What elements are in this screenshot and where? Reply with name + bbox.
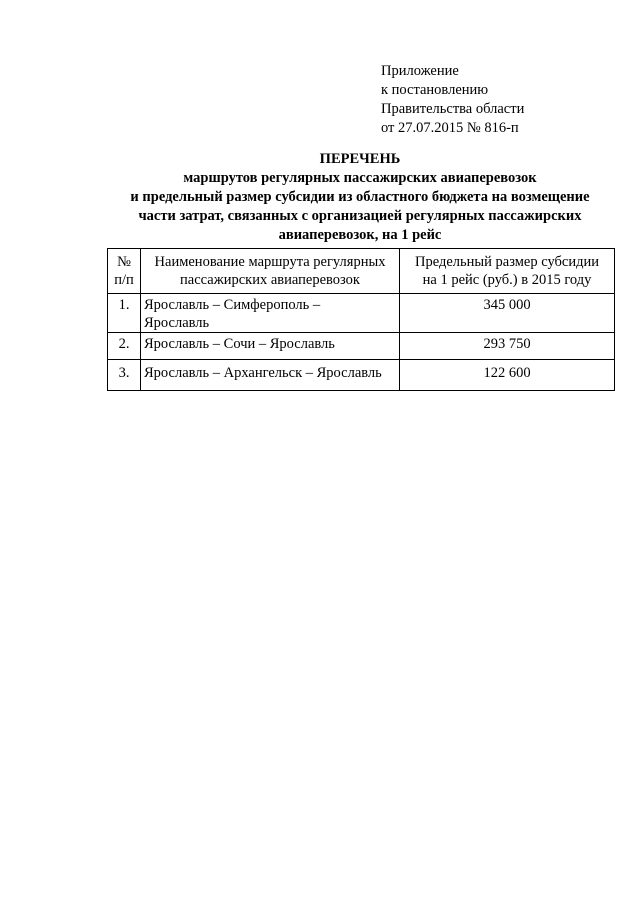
table-row (108, 333, 615, 360)
heading-line: части затрат, связанных с организацией регулярных пассажирских (138, 208, 582, 224)
appendix-block (381, 62, 524, 138)
row-subsidy: 122 600 (400, 360, 615, 391)
table-row (108, 294, 615, 333)
heading-line: маршрутов регулярных пассажирских авиаперевозок (183, 170, 537, 186)
appendix-date-line: от 27.07.2015 № 816-п (381, 120, 519, 136)
appendix-line: к постановлению (381, 82, 489, 98)
heading-title: ПЕРЕЧЕНЬ (319, 151, 401, 167)
row-number: 2. (108, 333, 141, 360)
appendix-line: Правительства области (381, 101, 525, 117)
header-number: № п/п (108, 249, 141, 294)
header-route-name: Наименование маршрута регулярных пассажирских авиаперевозок (141, 249, 400, 294)
header-subsidy: Предельный размер субсидии на 1 рейс (руб.) в 2015 году (400, 249, 615, 294)
row-subsidy: 345 000 (400, 294, 615, 333)
row-route-name: Ярославль – Сочи – Ярославль (141, 333, 400, 360)
heading-line: и предельный размер субсидии из областного бюджета на возмещение (130, 189, 590, 205)
appendix-line: Приложение (381, 63, 459, 79)
heading-line: авиаперевозок, на 1 рейс (278, 227, 442, 243)
row-subsidy: 293 750 (400, 333, 615, 360)
table-row (108, 360, 615, 391)
routes-table (107, 248, 615, 391)
table-header-row (108, 249, 615, 294)
row-number: 3. (108, 360, 141, 391)
row-number: 1. (108, 294, 141, 333)
row-route-name: Ярославль – Архангельск – Ярославль (141, 360, 400, 391)
document-heading (100, 150, 620, 245)
row-route-name: Ярославль – Симферополь – Ярославль (141, 294, 400, 333)
